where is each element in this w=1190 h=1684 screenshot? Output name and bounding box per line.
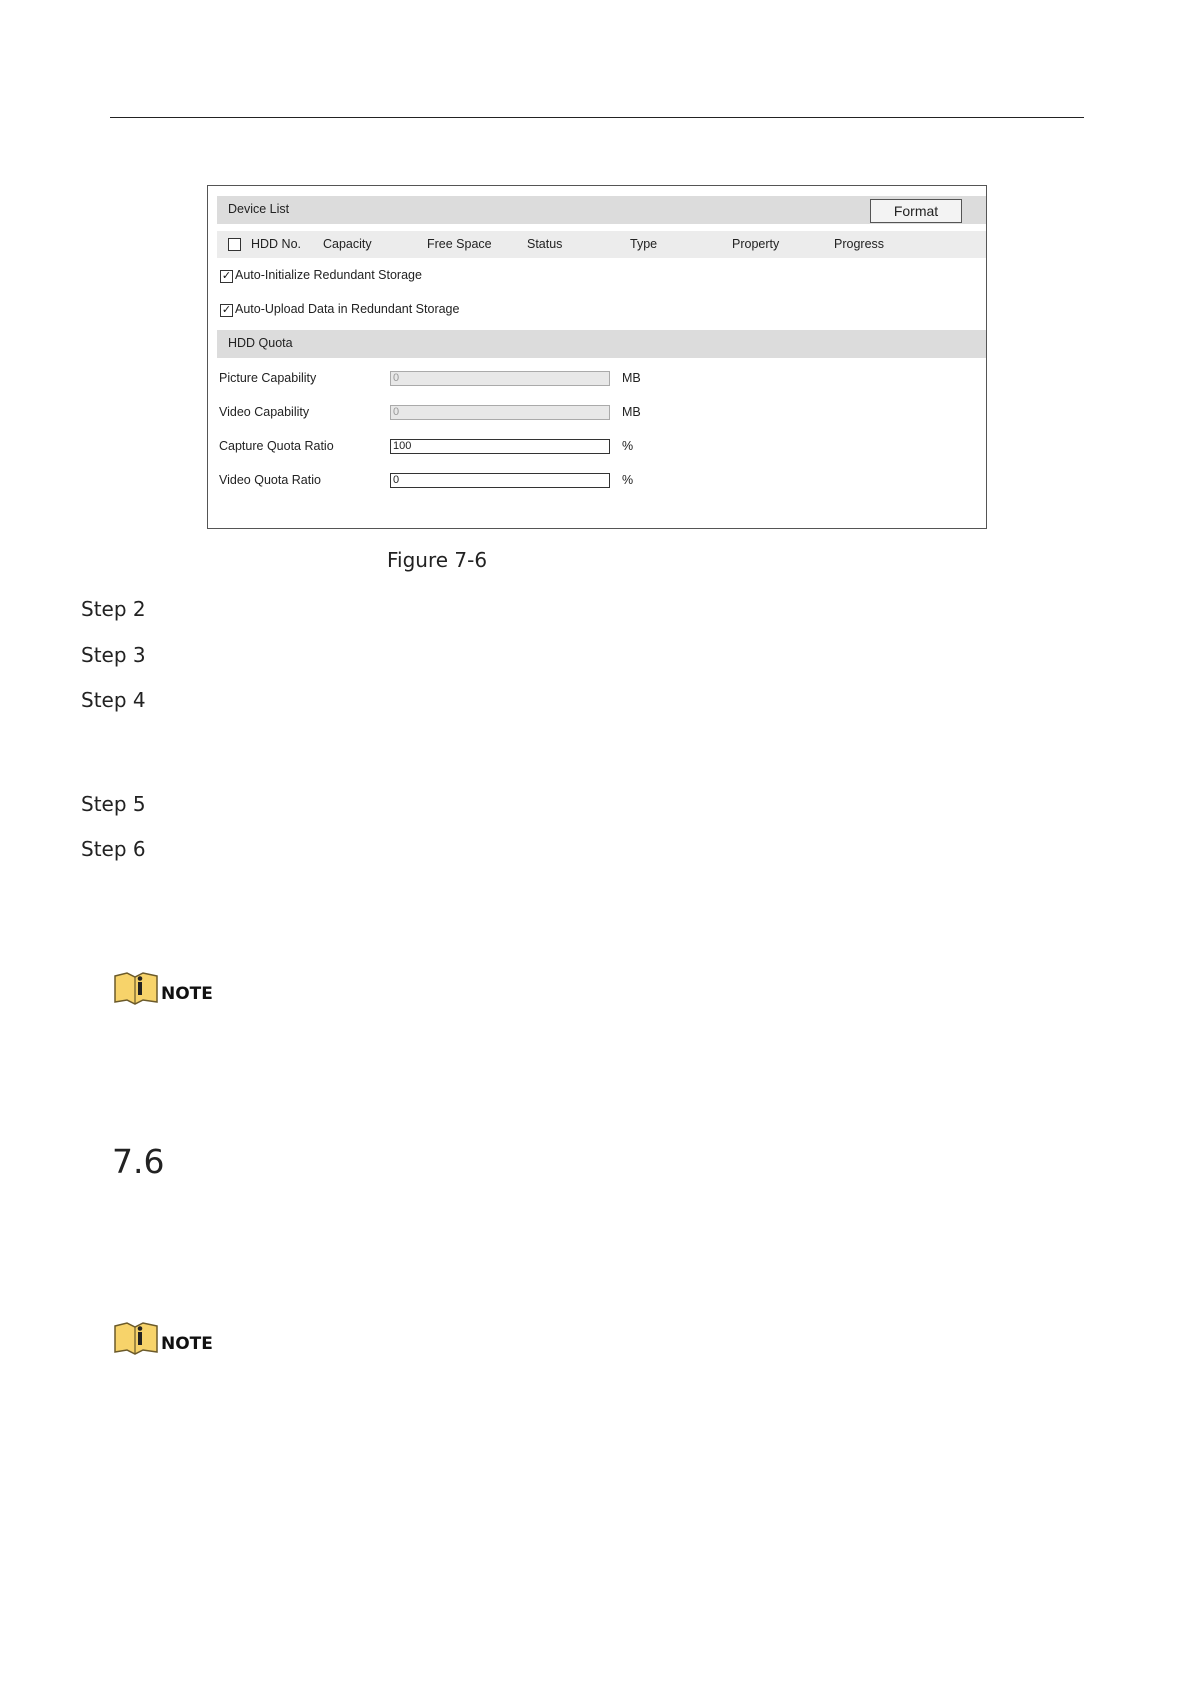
note-label: NOTE [161,984,213,1004]
note-label: NOTE [161,1334,213,1354]
capture-quota-ratio-unit: % [622,439,634,453]
column-free-space: Free Space [427,237,492,251]
storage-settings-panel [207,185,987,529]
device-list-title: Device List [228,202,290,216]
hdd-quota-bar [217,330,986,358]
device-list-header [217,231,986,258]
column-property: Property [732,237,780,251]
column-hdd-no: HDD No. [251,237,302,251]
video-capability-input: 0 [390,405,610,420]
column-progress: Progress [834,237,885,251]
note-book-icon [113,1320,159,1356]
video-capability-label: Video Capability [219,405,310,419]
auto-upload-label: Auto-Upload Data in Redundant Storage [235,302,460,316]
video-quota-ratio-unit: % [622,473,634,487]
step-label: Step 2 [81,597,146,621]
step-label: Step 4 [81,688,146,712]
hdd-quota-title: HDD Quota [228,336,293,350]
picture-capability-label: Picture Capability [219,371,317,385]
note-book-icon [113,970,159,1006]
capture-quota-ratio-label: Capture Quota Ratio [219,439,334,453]
column-capacity: Capacity [323,237,372,251]
column-type: Type [630,237,658,251]
auto-initialize-label: Auto-Initialize Redundant Storage [235,268,422,282]
figure-caption: Figure 7-6 [387,548,488,572]
video-quota-ratio-label: Video Quota Ratio [219,473,321,487]
section-number: 7.6 [112,1142,165,1181]
picture-capability-unit: MB [622,371,641,385]
header-rule [110,117,1084,118]
auto-upload-checkbox[interactable]: ✓ [221,304,232,316]
picture-capability-input: 0 [390,371,610,386]
auto-initialize-checkbox[interactable]: ✓ [221,270,232,282]
video-quota-ratio-input[interactable]: 0 [390,473,610,488]
step-label: Step 5 [81,792,146,816]
step-label: Step 6 [81,837,146,861]
step-label: Step 3 [81,643,146,667]
column-status: Status [527,237,563,251]
format-button[interactable]: Format [870,199,962,223]
select-all-checkbox[interactable] [228,238,241,251]
video-capability-unit: MB [622,405,641,419]
capture-quota-ratio-input[interactable]: 100 [390,439,610,454]
